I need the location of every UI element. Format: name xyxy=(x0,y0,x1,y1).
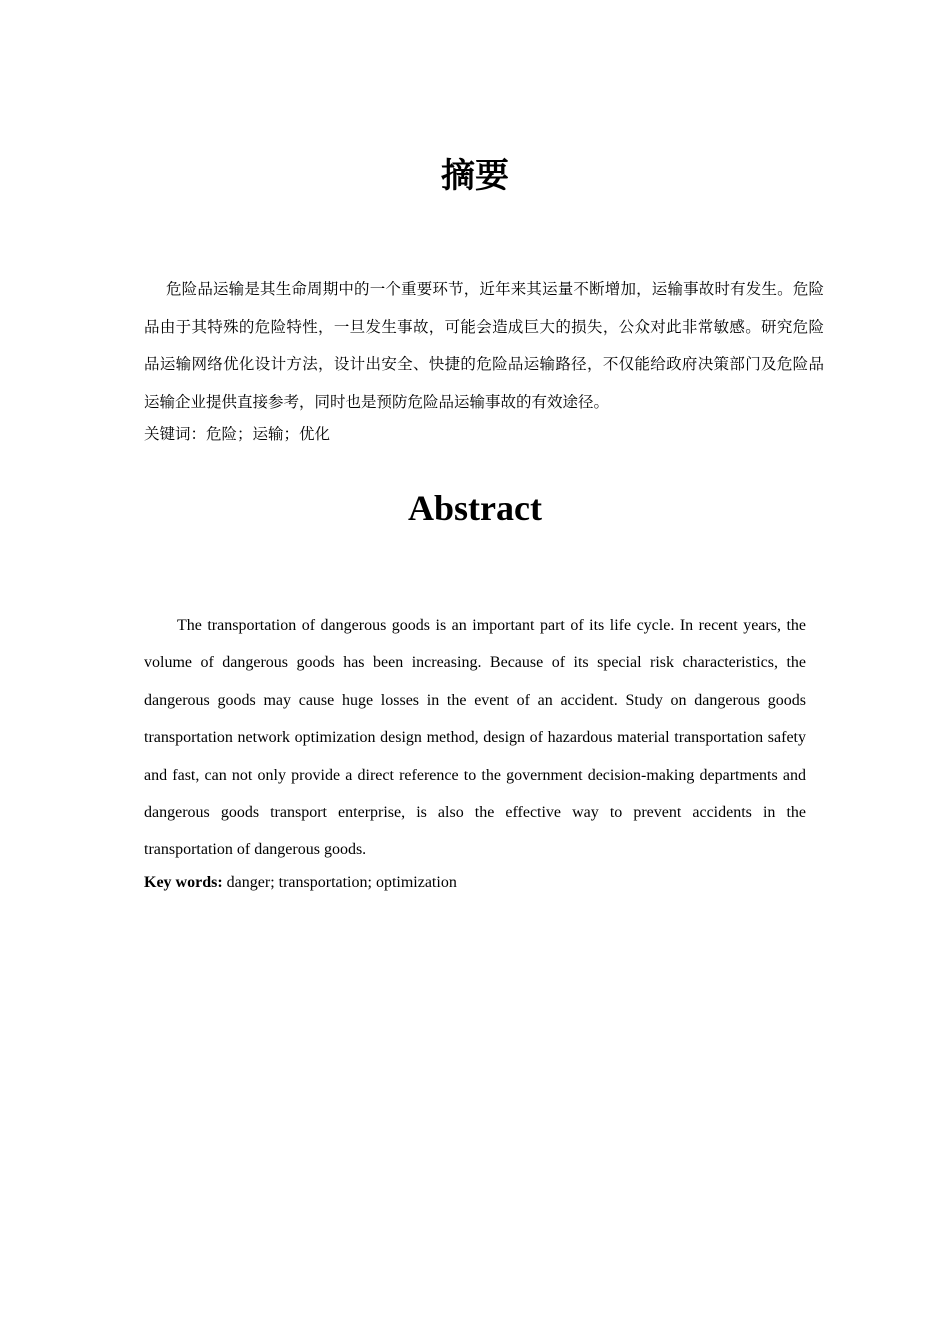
english-abstract-body: The transportation of dangerous goods is an important part of its life cycle. In recent years, the volume of dangerous goods has been increasing. Because of its special risk characteristics, the dangerous goods may cause huge losses in the event of an accident. Study on dangerous goods transportation network optimization design method, design of hazardous material transportation safety and fast, can not only provide a direct reference to the government decision-making departments and dangerous goods transport enterprise, is also the effective way to prevent accidents in the transportation of dangerous goods. xyxy=(144,617,806,859)
english-keywords-label: Key words: xyxy=(144,874,223,891)
english-keywords-values: danger; transportation; optimization xyxy=(222,874,457,891)
chinese-abstract-body: 危险品运输是其生命周期中的一个重要环节，近年来其运量不断增加，运输事故时有发生。危险品由于其特殊的危险特性，一旦发生事故，可能会造成巨大的损失，公众对此非常敏感。研究危险品运输网络优化设计方法，设计出安全、快捷的危险品运输路径，不仅能给政府决策部门及危险品运输企业提供直接参考，同时也是预防危险品运输事故的有效途径。 xyxy=(144,280,824,411)
chinese-abstract-title: 摘要 xyxy=(441,156,509,196)
english-abstract-title: Abstract xyxy=(408,488,542,528)
chinese-keywords: 关键词：危险；运输；优化 xyxy=(144,425,331,443)
english-keywords xyxy=(144,871,806,895)
